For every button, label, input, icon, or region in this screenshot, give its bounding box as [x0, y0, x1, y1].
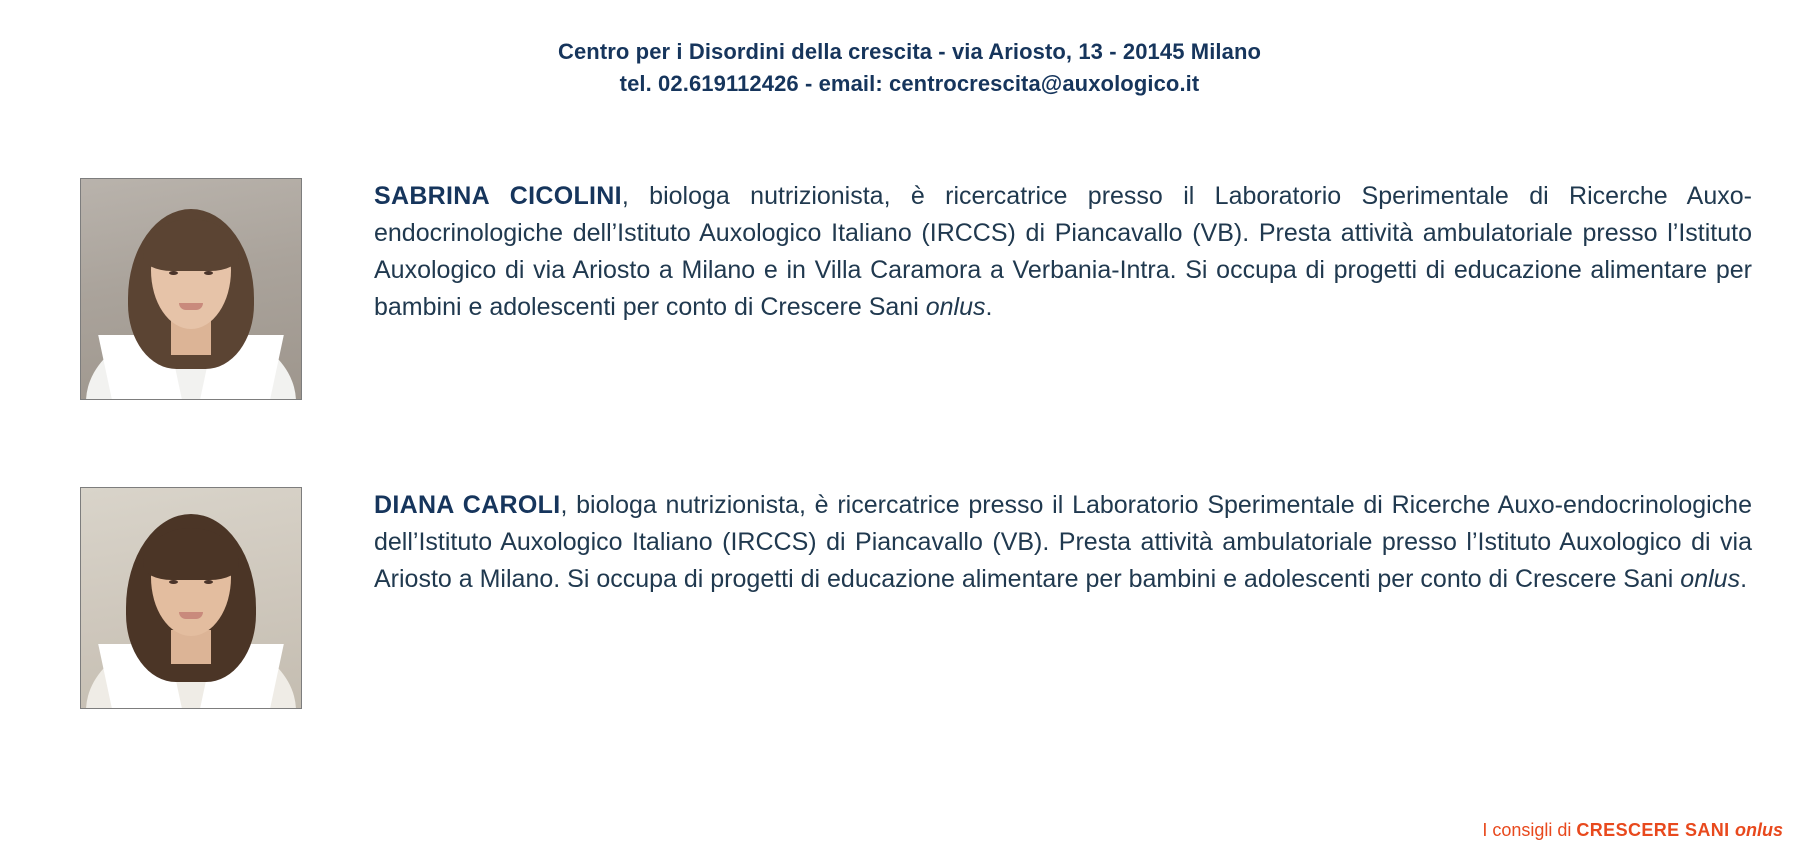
portrait-eye-right — [204, 271, 213, 275]
bio-entry — [80, 178, 1752, 400]
bio-entry — [80, 487, 1752, 709]
portrait-eye-right — [204, 580, 213, 584]
portrait-eye-left — [169, 580, 178, 584]
footer-brand: CRESCERE SANI — [1576, 820, 1735, 840]
footer-credit — [1482, 820, 1783, 841]
footer-brand-italic: onlus — [1735, 820, 1783, 840]
header-contact-line: tel. 02.619112426 - email: centrocrescita@auxologico.it — [619, 70, 1200, 96]
bio-photo-sabrina-cicolini — [80, 178, 302, 400]
bio-name: SABRINA CICOLINI — [374, 182, 622, 210]
bio-photo-diana-caroli — [80, 487, 302, 709]
bio-italic-term: onlus — [925, 293, 986, 321]
bio-description-end: . — [985, 293, 993, 321]
portrait-image — [81, 488, 301, 708]
bio-description: , biologa nutrizionista, è ricercatrice presso il Laboratorio Sperimentale di Ricerche Auxo-endocrinologiche dell’Istituto Auxologico Italiano (IRCCS) di Piancavallo (VB). Presta attività ambulatoriale presso l’Istituto Auxologico di via Ariosto a Milano. Si occupa di progetti di educazione alimentare per bambini e adolescenti per conto di Crescere Sani — [374, 491, 1752, 593]
bio-description: , biologa nutrizionista, è ricercatrice presso il Laboratorio Sperimentale di Ricerche Auxo-endocrinologiche dell’Istituto Auxologico Italiano (IRCCS) di Piancavallo (VB). Presta attività ambulatoriale presso l’Istituto Auxologico di via Ariosto a Milano e in Villa Caramora a Verbania-Intra. Si occupa di progetti di educazione alimentare per bambini e adolescenti per conto di Crescere Sani — [374, 182, 1752, 321]
portrait-mouth — [179, 303, 203, 310]
bio-text — [374, 487, 1752, 598]
portrait-eye-left — [169, 271, 178, 275]
header-address-line: Centro per i Disordini della crescita - via Ariosto, 13 - 20145 Milano — [557, 39, 1262, 64]
portrait-image — [81, 179, 301, 399]
bio-name: DIANA CAROLI — [374, 491, 561, 519]
bio-description-end: . — [1740, 565, 1748, 593]
bio-italic-term: onlus — [1680, 565, 1741, 593]
bio-text — [374, 178, 1752, 326]
footer-prefix: I consigli di — [1482, 820, 1577, 840]
portrait-mouth — [179, 612, 203, 619]
document-header — [0, 0, 1819, 100]
